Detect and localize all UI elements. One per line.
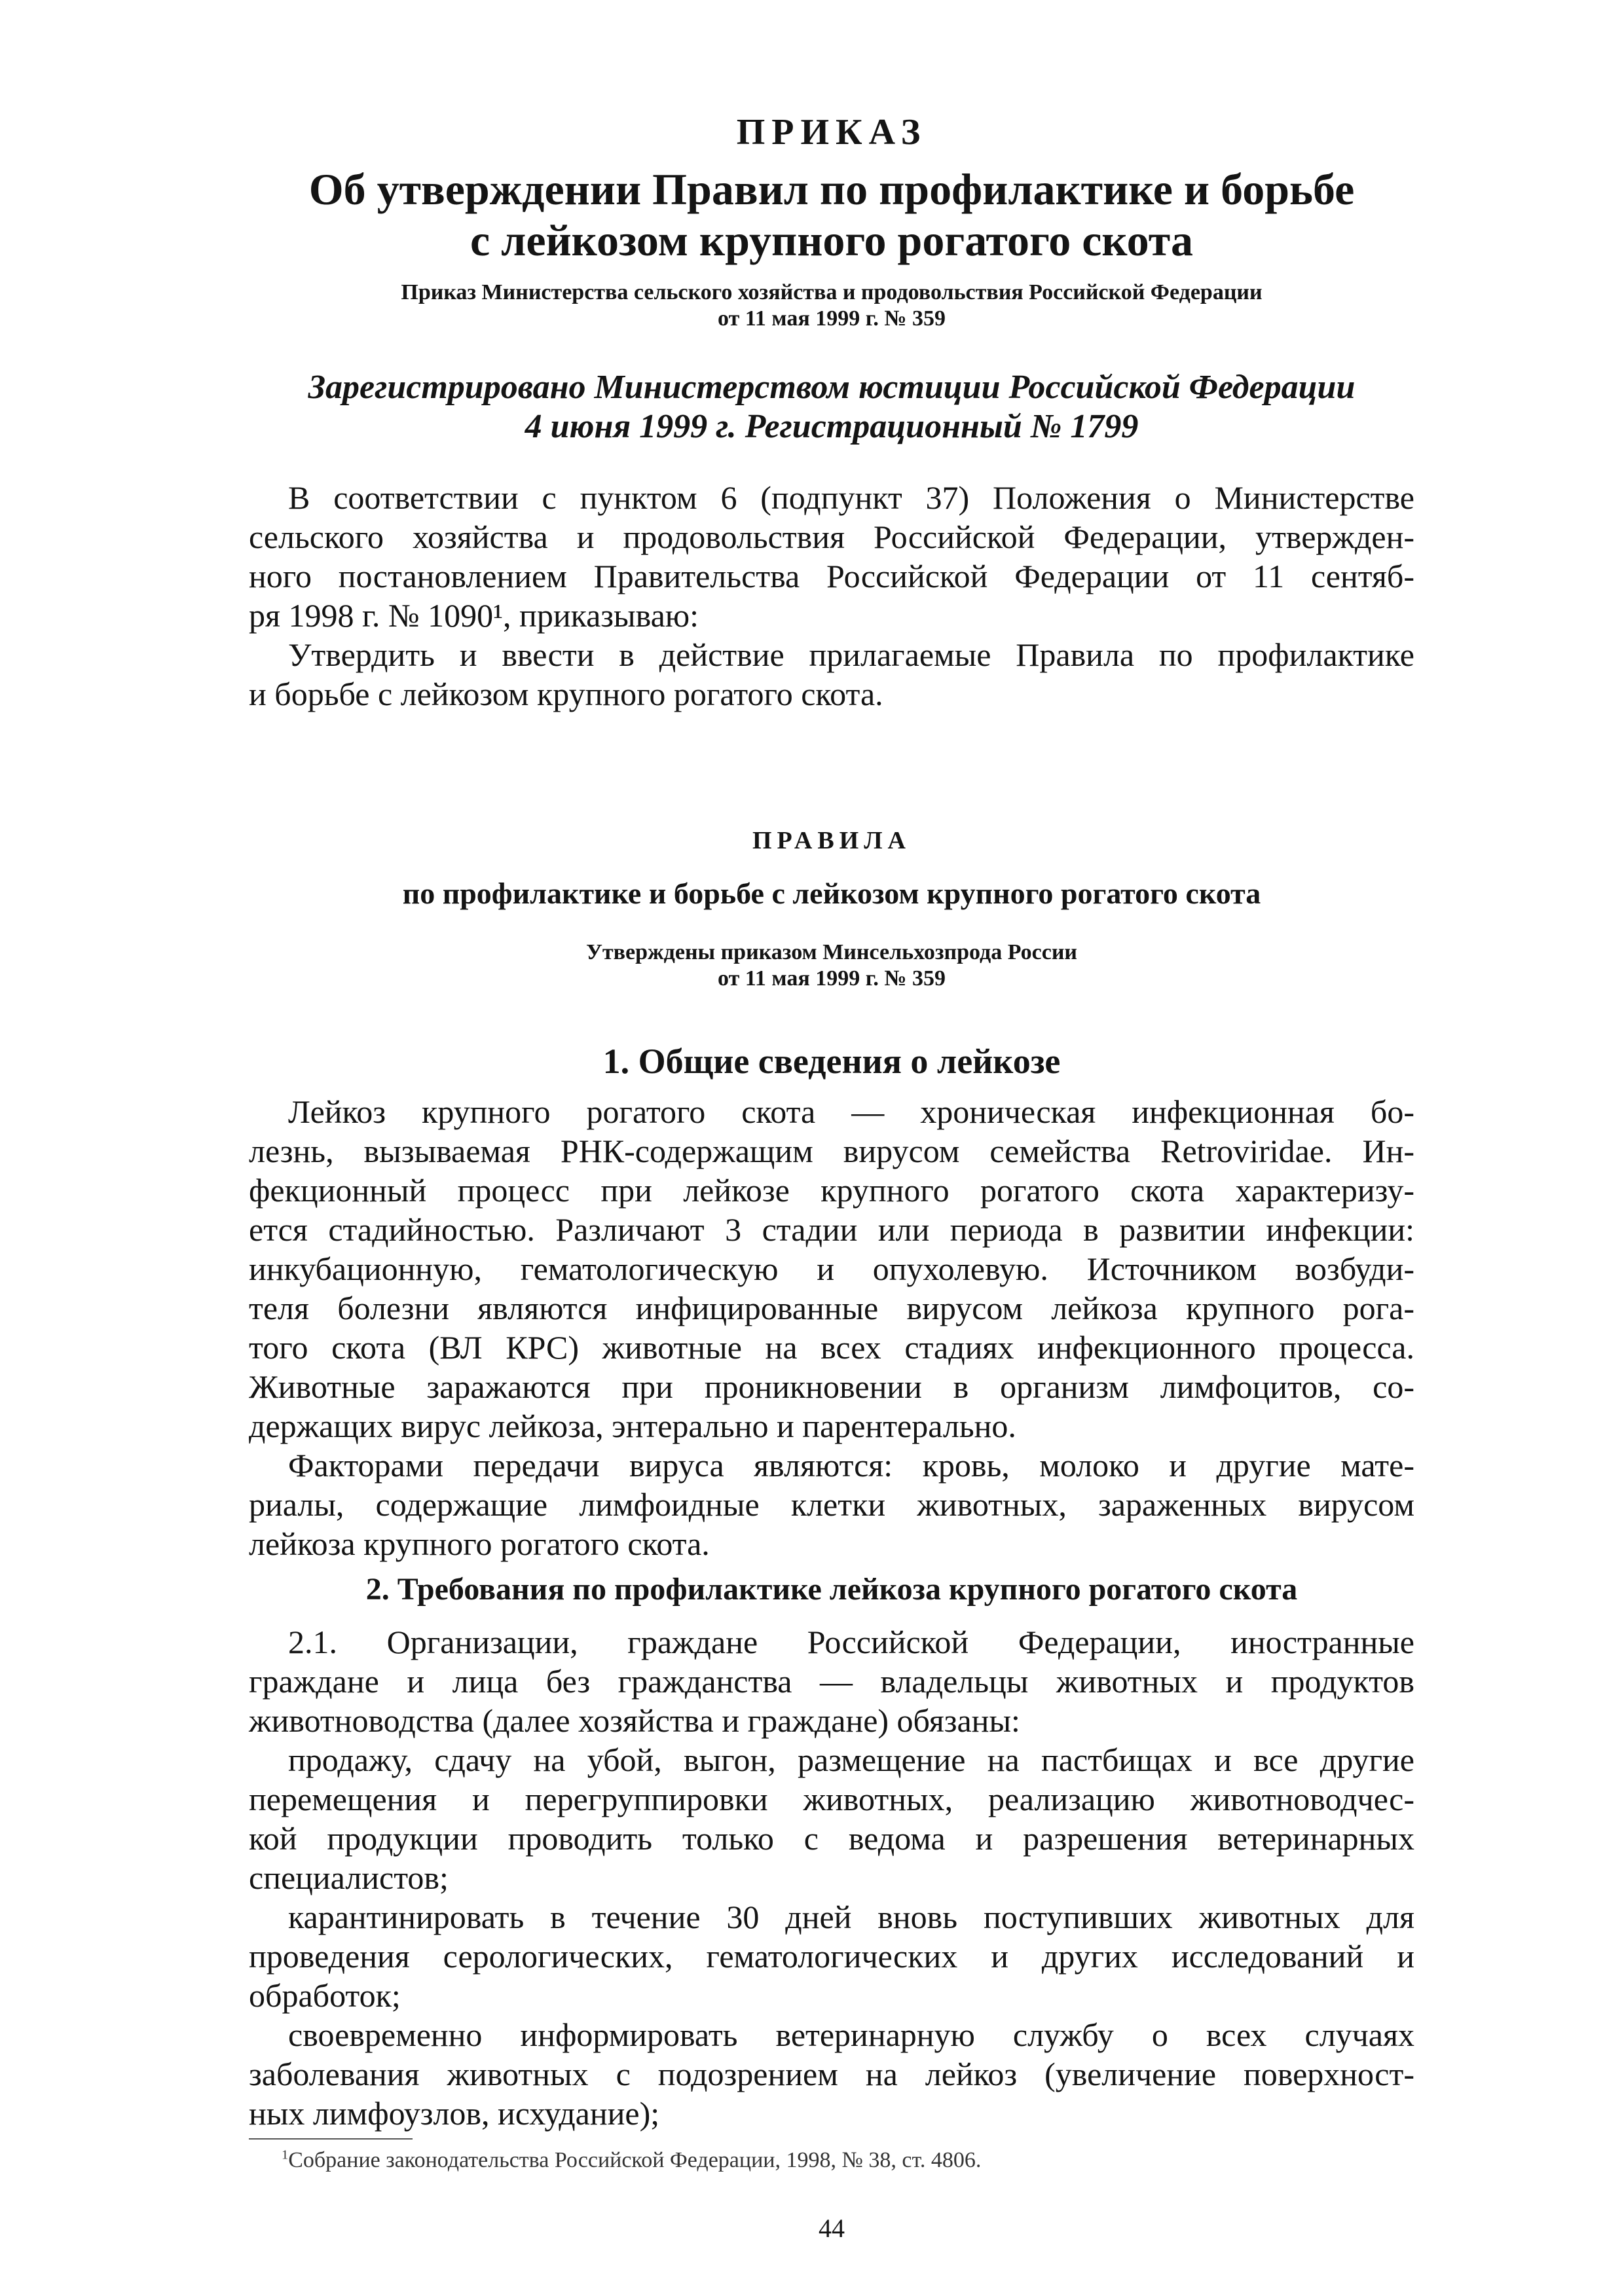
registration-line-1: Зарегистрировано Министерством юстиции Российской Федерации <box>308 369 1356 406</box>
section-2-body <box>249 1622 1414 2133</box>
section-2-title: 2. Требования по профилактике лейкоза крупного рогатого скота <box>365 1572 1298 1607</box>
footnote-divider <box>249 2138 413 2140</box>
order-body-line: ного постановлением Правительства Российской Федерации от 11 сентяб- <box>249 558 1414 594</box>
section-1-line: теля болезни являются инфицированные вирусом лейкоза крупного рога- <box>249 1290 1414 1326</box>
section-1-title: 1. Общие сведения о лейкозе <box>602 1042 1061 1081</box>
rules-approved-line-2: от 11 мая 1999 г. № 359 <box>718 966 946 991</box>
section-2-line: граждане и лица без гражданства — владельцы животных и продуктов <box>249 1663 1414 1700</box>
order-body-line: ря 1998 г. № 1090¹, приказываю: <box>249 597 699 634</box>
section-1-line: держащих вирус лейкоза, энтерально и парентерально. <box>249 1408 1016 1444</box>
rules-heading: ПРАВИЛА <box>752 827 911 854</box>
section-2-line: своевременно информировать ветеринарную службу о всех случаях <box>288 2016 1414 2053</box>
section-2-line: кой продукции проводить только с ведома и разрешения ветеринарных <box>249 1820 1414 1857</box>
footnote <box>282 2147 1395 2174</box>
section-2-line: продажу, сдачу на убой, выгон, размещение на пастбищах и все другие <box>288 1741 1414 1778</box>
section-2-line: заболевания животных с подозрением на лейкоз (увеличение поверхност- <box>249 2056 1414 2092</box>
footnote-text: Собрание законодательства Российской Федерации, 1998, № 38, ст. 4806. <box>288 2148 982 2172</box>
section-2-line: 2.1. Организации, граждане Российской Федерации, иностранные <box>288 1624 1414 1660</box>
section-1-line: Животные заражаются при проникновении в организм лимфоцитов, со- <box>249 1368 1414 1405</box>
section-2-line: обработок; <box>249 1977 401 2014</box>
section-1-line: Факторами передачи вируса являются: кровь, молоко и другие мате- <box>288 1447 1414 1484</box>
section-1-line: лезнь, вызываемая РНК-содержащим вирусом семейства Retroviridae. Ин- <box>249 1133 1414 1169</box>
section-2-line: проведения серологических, гематологических и других исследований и <box>249 1938 1414 1975</box>
order-issuer-line-2: от 11 мая 1999 г. № 359 <box>718 306 946 331</box>
section-1-line: ется стадийностью. Различают 3 стадии или периода в развитии инфекции: <box>249 1211 1414 1248</box>
registration-line-2: 4 июня 1999 г. Регистрационный № 1799 <box>525 408 1139 445</box>
order-body <box>249 478 1414 714</box>
order-body-line: Утвердить и ввести в действие прилагаемые Правила по профилактике <box>288 636 1414 673</box>
section-2-line: специалистов; <box>249 1859 449 1896</box>
order-issuer-line-1: Приказ Министерства сельского хозяйства и продовольствия Российской Федерации <box>401 280 1263 304</box>
section-1-line: инкубационную, гематологическую и опухолевую. Источником возбуди- <box>249 1250 1414 1287</box>
order-body-line: сельского хозяйства и продовольствия Российской Федерации, утвержден- <box>249 519 1414 555</box>
page-number: 44 <box>819 2214 845 2243</box>
rules-approved-line-1: Утверждены приказом Минсельхозпрода России <box>585 940 1078 964</box>
section-1-line: фекционный процесс при лейкозе крупного рогатого скота характеризу- <box>249 1172 1414 1209</box>
rules-subtitle: по профилактике и борьбе с лейкозом крупного рогатого скота <box>402 877 1261 910</box>
section-2-line: перемещения и перегруппировки животных, реализацию животноводчес- <box>249 1781 1414 1817</box>
section-1-body <box>249 1092 1414 1563</box>
section-1-line: того скота (ВЛ КРС) животные на всех стадиях инфекционного процесса. <box>249 1329 1414 1366</box>
order-title-line-1: Об утверждении Правил по профилактике и борьбе <box>308 164 1355 214</box>
order-title-line-2: с лейкозом крупного рогатого скота <box>470 215 1193 265</box>
section-2-line: ных лимфоузлов, исхудание); <box>249 2095 660 2132</box>
order-body-line: и борьбе с лейкозом крупного рогатого скота. <box>249 676 883 712</box>
order-body-line: В соответствии с пунктом 6 (подпункт 37) Положения о Министерстве <box>288 479 1414 516</box>
order-heading: ПРИКАЗ <box>736 112 927 153</box>
section-1-line: Лейкоз крупного рогатого скота — хроническая инфекционная бо- <box>288 1093 1414 1130</box>
section-2-line: карантинировать в течение 30 дней вновь поступивших животных для <box>288 1899 1414 1935</box>
section-1-line: риалы, содержащие лимфоидные клетки животных, зараженных вирусом <box>249 1486 1414 1523</box>
section-2-line: животноводства (далее хозяйства и граждане) обязаны: <box>249 1702 1020 1739</box>
section-1-line: лейкоза крупного рогатого скота. <box>249 1525 710 1562</box>
footnote-mark: 1 <box>282 2147 289 2162</box>
